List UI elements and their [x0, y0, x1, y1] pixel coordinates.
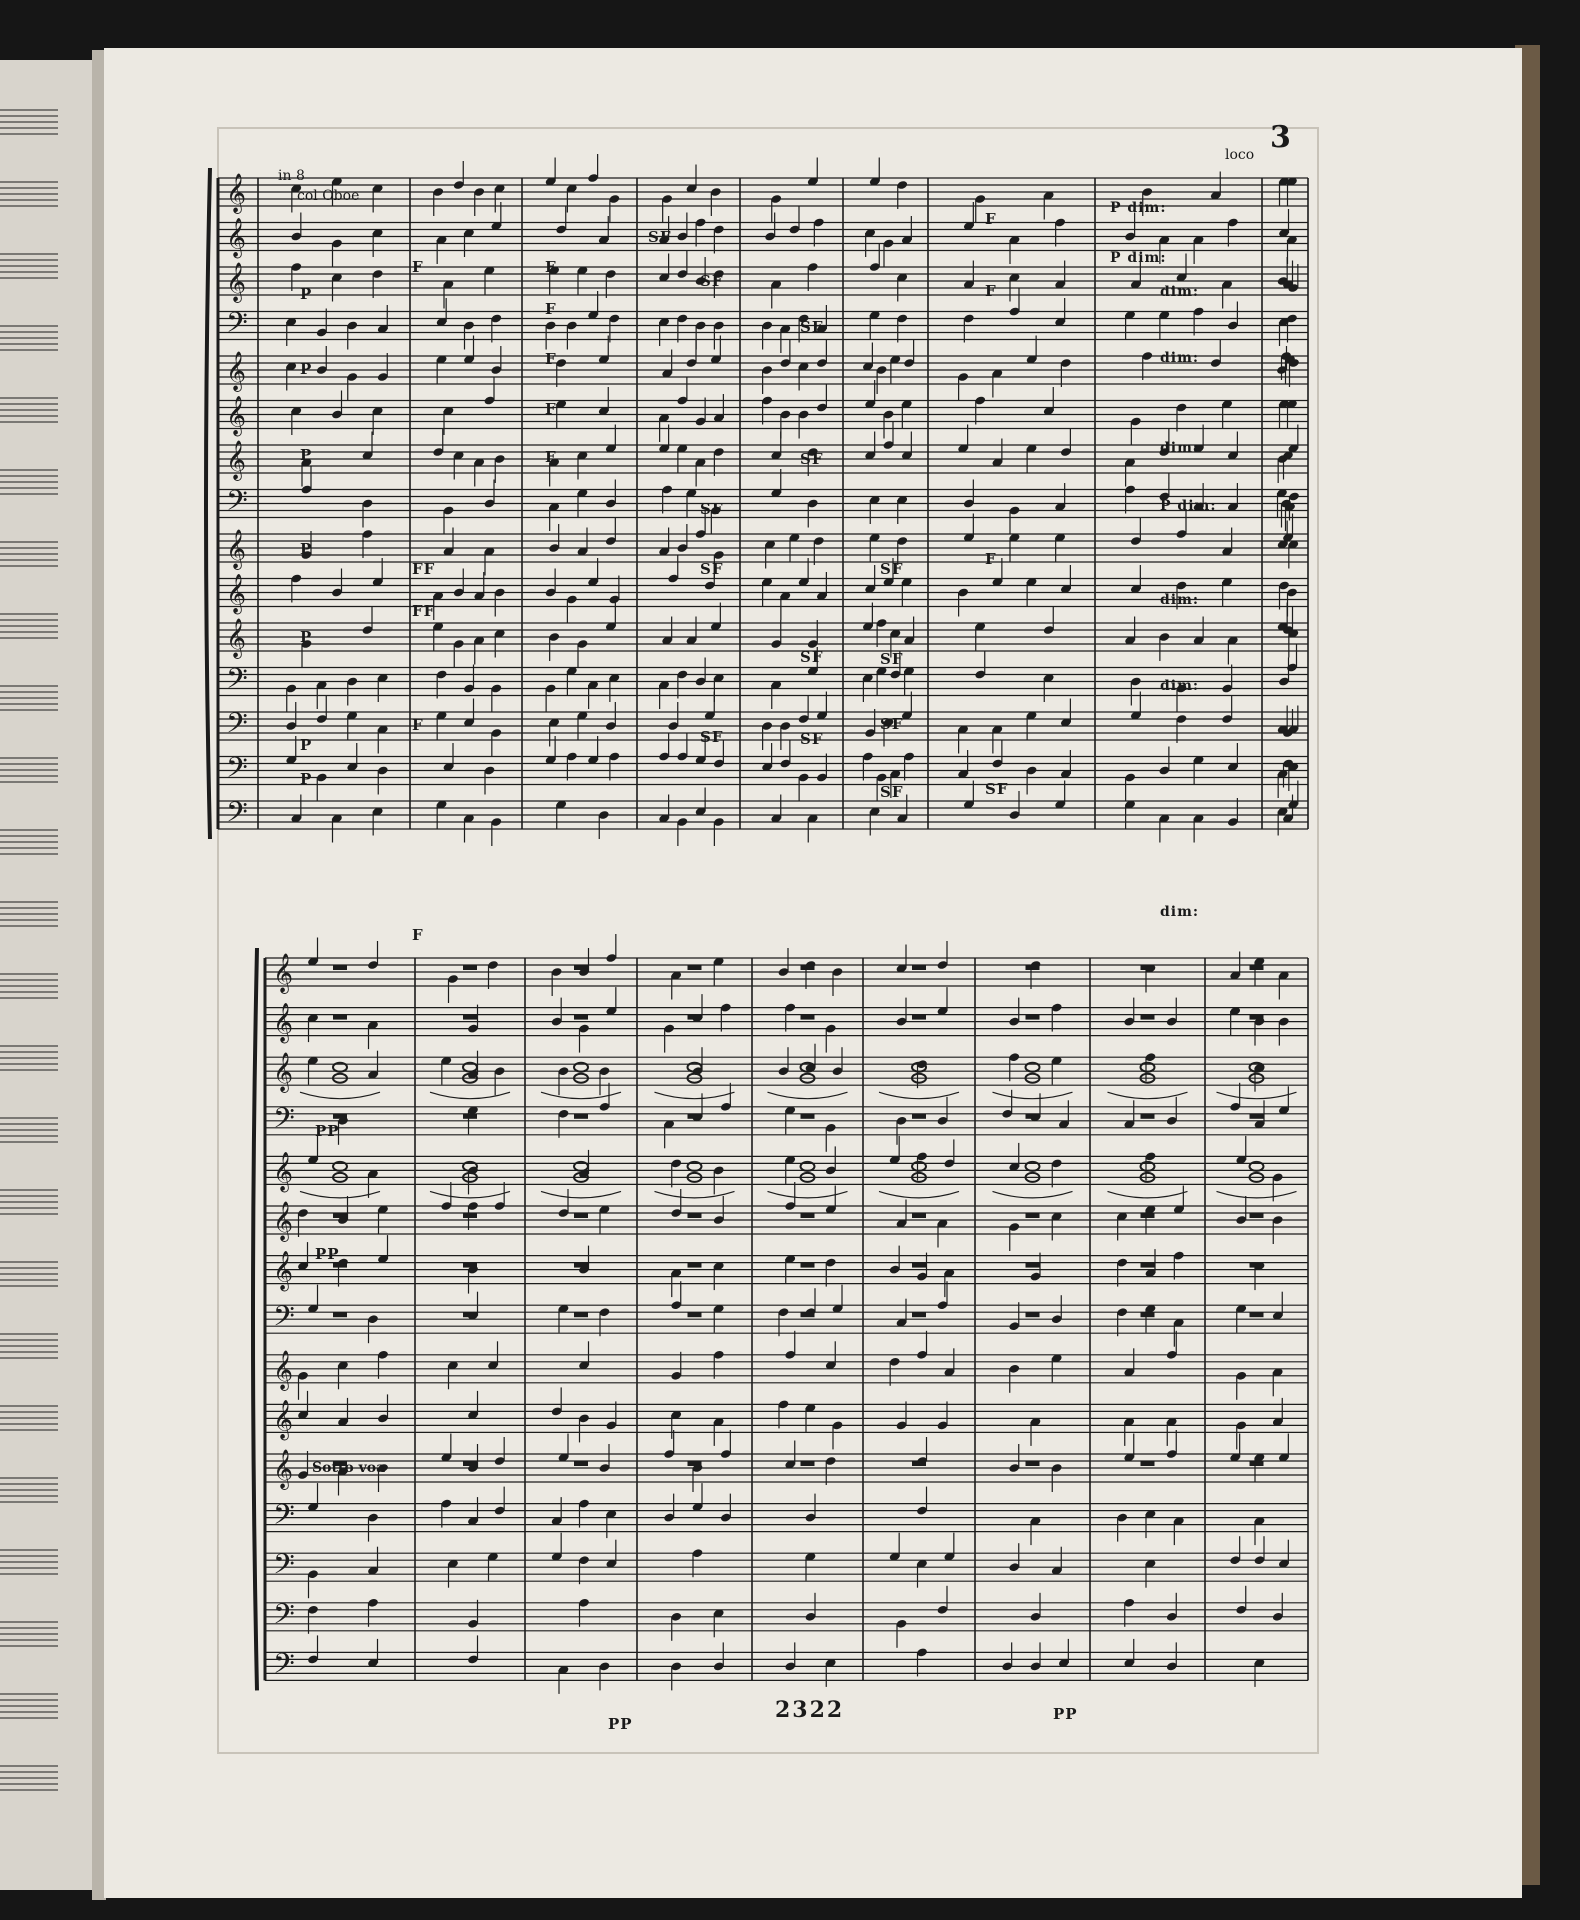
page-number: 3 [1270, 120, 1291, 155]
clef: 𝄢 [226, 306, 248, 347]
whole-rest [574, 1015, 588, 1020]
whole-rest [688, 965, 702, 970]
dynamic-marking: dim: [1160, 284, 1200, 300]
dynamic-marking: P [300, 770, 313, 788]
dynamic-marking: dim: [1160, 904, 1200, 920]
clef: 𝄞 [273, 1052, 294, 1093]
clef: 𝄞 [226, 529, 247, 569]
whole-rest [688, 1263, 702, 1268]
whole-rest [1250, 1213, 1264, 1218]
whole-rest [333, 1015, 347, 1020]
octave-marking: in 8 [278, 168, 305, 184]
whole-rest [1250, 965, 1264, 970]
dynamic-marking: P [300, 628, 313, 646]
clef: 𝄞 [226, 173, 247, 213]
whole-rest [463, 1213, 477, 1218]
dynamic-marking: FF [412, 602, 436, 620]
dynamic-marking: dim: [1160, 678, 1200, 694]
whole-rest [463, 1015, 477, 1020]
clef: 𝄢 [273, 1101, 295, 1142]
dynamic-marking: SF [985, 780, 1009, 798]
whole-rest [1141, 1312, 1155, 1317]
clef: 𝄞 [273, 953, 294, 993]
dynamic-marking: SF [700, 500, 724, 518]
whole-rest [1026, 1461, 1040, 1466]
clef: 𝄢 [273, 1597, 295, 1638]
whole-rest [333, 1312, 347, 1317]
clef: 𝄢 [273, 1498, 295, 1539]
whole-rest [912, 1312, 926, 1317]
clef: 𝄞 [226, 618, 247, 658]
dynamic-marking: dim: [1160, 440, 1200, 456]
dynamic-marking: F [412, 716, 424, 734]
clef: 𝄢 [226, 796, 248, 836]
dynamic-marking: F [985, 550, 997, 568]
whole-rest [912, 965, 926, 970]
dynamic-marking: P [300, 540, 313, 558]
clef: 𝄞 [273, 1349, 294, 1390]
whole-rest [1141, 1213, 1155, 1218]
dynamic-marking: P dim: [1110, 200, 1167, 216]
whole-rest [688, 1312, 702, 1317]
col-oboe-marking: col Oboe [297, 188, 360, 204]
dynamic-marking: PP [1053, 1705, 1078, 1723]
left-page-edge [0, 60, 95, 1890]
dynamic-marking: PP [315, 1122, 340, 1140]
dynamic-marking: F [545, 400, 557, 418]
clef: 𝄞 [273, 1449, 294, 1489]
dynamic-marking: SF [800, 318, 824, 336]
dynamic-marking: F [412, 926, 424, 944]
dynamic-marking: P [300, 360, 313, 378]
clef: 𝄢 [273, 1548, 295, 1589]
clef: 𝄢 [226, 484, 248, 525]
whole-rest [1250, 1312, 1264, 1317]
clef: 𝄞 [226, 395, 247, 436]
whole-rest [1026, 1312, 1040, 1317]
dynamic-marking: F [545, 350, 557, 368]
whole-rest [801, 1015, 815, 1020]
dynamic-marking: PP [315, 1245, 340, 1263]
whole-rest [463, 1114, 477, 1119]
whole-rest [801, 1461, 815, 1466]
clef: 𝄞 [273, 1201, 294, 1241]
dynamic-marking: F [985, 282, 997, 300]
dynamic-marking: SF [880, 783, 904, 801]
dynamic-marking: P [300, 736, 313, 754]
clef: 𝄞 [273, 1250, 294, 1291]
whole-rest [1141, 1114, 1155, 1119]
dynamic-marking: SF [700, 272, 724, 290]
dynamic-marking: P dim: [1110, 250, 1167, 266]
whole-rest [1026, 1213, 1040, 1218]
gutter [92, 50, 106, 1900]
loco-marking: loco [1225, 147, 1255, 163]
clef: 𝄞 [226, 573, 247, 614]
dynamic-marking: F [545, 448, 557, 466]
whole-rest [1250, 1114, 1264, 1119]
dynamic-marking: SF [700, 560, 724, 578]
whole-rest [912, 1263, 926, 1268]
dynamic-marking: SF [800, 450, 824, 468]
clef: 𝄢 [273, 1300, 295, 1341]
plate-number: 2322 [775, 1697, 845, 1723]
clef: 𝄢 [273, 1647, 295, 1688]
whole-rest [801, 1114, 815, 1119]
clef: 𝄞 [273, 1151, 294, 1192]
dynamic-marking: SF [880, 650, 904, 668]
clef: 𝄞 [226, 440, 247, 480]
dynamic-marking: F [985, 210, 997, 228]
whole-rest [912, 1213, 926, 1218]
whole-rest [574, 1461, 588, 1466]
clef: 𝄢 [226, 707, 248, 747]
whole-rest [1141, 1263, 1155, 1268]
whole-rest [1026, 1015, 1040, 1020]
dynamic-marking: P dim: [1160, 498, 1217, 514]
dynamic-marking: dim: [1160, 350, 1200, 366]
dynamic-marking: SF [648, 228, 672, 246]
dynamic-marking: F [545, 300, 557, 318]
whole-rest [1026, 1263, 1040, 1268]
whole-rest [333, 965, 347, 970]
clef: 𝄢 [226, 751, 248, 792]
whole-rest [1250, 1461, 1264, 1466]
whole-rest [912, 1015, 926, 1020]
clef: 𝄞 [226, 351, 247, 391]
dynamic-marking: PP [608, 1715, 633, 1733]
whole-rest [463, 965, 477, 970]
whole-rest [801, 1263, 815, 1268]
whole-rest [1141, 1015, 1155, 1020]
dynamic-marking: SF [800, 648, 824, 666]
whole-rest [801, 1213, 815, 1218]
dynamic-marking: SF [700, 728, 724, 746]
whole-rest [688, 1213, 702, 1218]
dynamic-marking: SF [880, 560, 904, 578]
dynamic-marking: SF [880, 715, 904, 733]
clef: 𝄢 [226, 662, 248, 703]
whole-rest [574, 1213, 588, 1218]
clef: 𝄞 [226, 262, 247, 302]
dynamic-marking: FF [412, 560, 436, 578]
whole-rest [574, 1114, 588, 1119]
whole-rest [912, 1114, 926, 1119]
dynamic-marking: dim: [1160, 592, 1200, 608]
dynamic-marking: SF [800, 730, 824, 748]
clef: 𝄞 [273, 1399, 294, 1440]
dynamic-marking: F [545, 258, 557, 276]
dynamic-marking: P [300, 446, 313, 464]
clef: 𝄞 [273, 1002, 294, 1043]
whole-rest [574, 1312, 588, 1317]
dynamic-marking: F [412, 258, 424, 276]
dynamic-marking: P [300, 285, 313, 303]
whole-rest [1141, 1461, 1155, 1466]
sotto-voce-marking: Sotto voa [312, 1460, 386, 1476]
clef: 𝄞 [226, 217, 247, 258]
